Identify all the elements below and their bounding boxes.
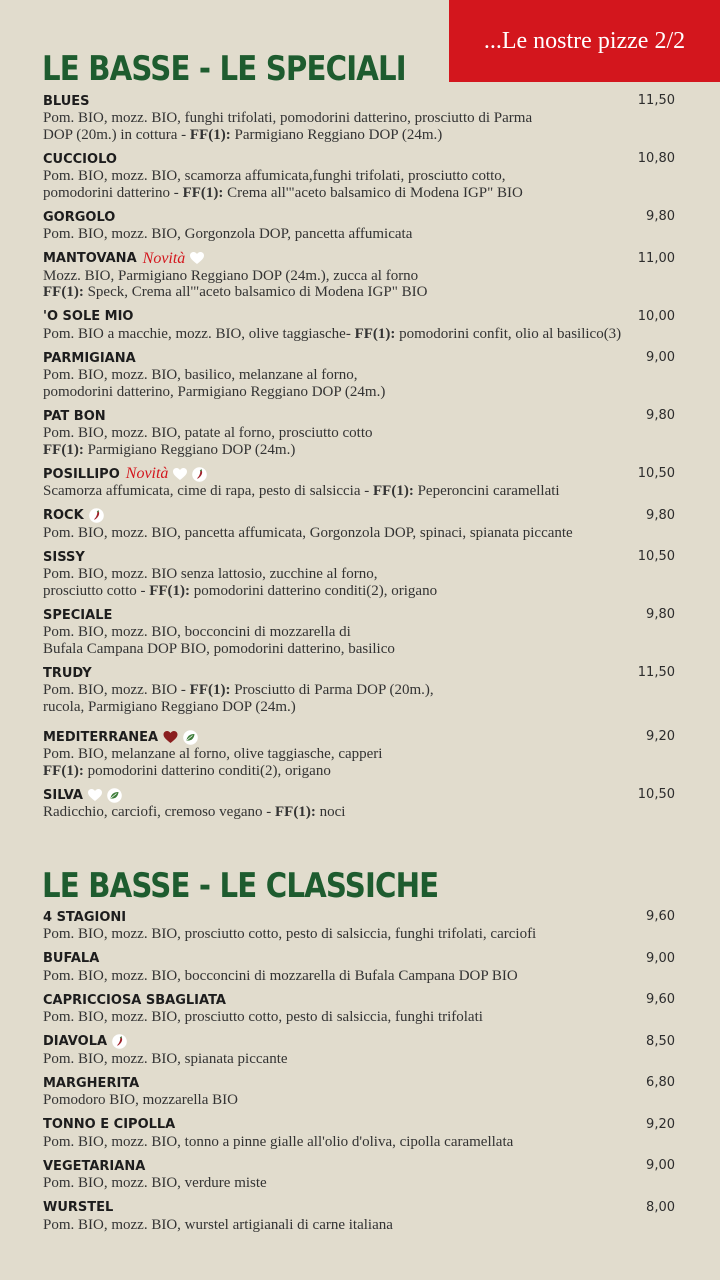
- page-banner: [449, 0, 720, 82]
- item-price: 11,00: [637, 250, 675, 266]
- menu-item: [43, 729, 675, 779]
- item-price: 9,00: [646, 950, 675, 966]
- item-name: [43, 1075, 675, 1091]
- item-description: Pom. BIO, mozz. BIO, spianata piccante: [43, 1050, 288, 1067]
- novita-label: Novità: [142, 249, 186, 267]
- item-description: Pom. BIO, mozz. BIO senza lattosio, zucchine al forno,: [43, 566, 378, 582]
- item-price: 6,80: [646, 1075, 675, 1090]
- item-name-text: PARMIGIANA: [43, 350, 136, 366]
- item-name: [43, 408, 675, 424]
- item-price: 11,50: [637, 93, 675, 108]
- item-name-text: SISSY: [43, 549, 85, 565]
- item-name-text: GORGOLO: [43, 209, 116, 225]
- item-description: Pom. BIO, mozz. BIO - FF(1): Prosciutto di Parma DOP (20m.),: [43, 682, 434, 698]
- chili-pepper-icon: [112, 1034, 127, 1049]
- banner-text: ...Le nostre pizze 2/2: [483, 27, 686, 54]
- item-name: [43, 1117, 675, 1133]
- item-name-text: MEDITERRANEA: [43, 729, 159, 745]
- item-name: [43, 309, 675, 325]
- item-description: FF(1): pomodorini datterino conditi(2), origano: [43, 762, 331, 779]
- item-description: Pom. BIO, mozz. BIO, basilico, melanzane al forno,: [43, 367, 358, 383]
- item-name: [43, 151, 675, 167]
- item-description: FF(1): Speck, Crema all'"aceto balsamico di Modena IGP" BIO: [43, 284, 428, 300]
- item-price: 8,00: [646, 1199, 675, 1215]
- item-description: Pom. BIO, mozz. BIO, funghi trifolati, pomodorini datterino, prosciutto di Parma: [43, 110, 533, 126]
- menu-item: [43, 93, 675, 143]
- item-name: [43, 466, 675, 482]
- item-description: pomodorini datterino, Parmigiano Reggiano DOP (24m.): [43, 383, 386, 400]
- item-description: Pom. BIO, mozz. BIO, pancetta affumicata, Gorgonzola DOP, spinaci, spianata piccante: [43, 524, 573, 541]
- item-name: [43, 787, 675, 803]
- menu-item: [43, 1117, 675, 1151]
- item-price: 9,80: [646, 408, 675, 423]
- item-name: [43, 951, 675, 967]
- item-name-text: VEGETARIANA: [43, 1158, 146, 1174]
- item-description: pomodorini datterino - FF(1): Crema all'"aceto balsamico di Modena IGP" BIO: [43, 184, 523, 201]
- menu-item: [43, 1075, 675, 1109]
- item-name-text: PAT BON: [43, 408, 106, 424]
- section-title-classiche: LE BASSE - LE CLASSICHE: [42, 866, 439, 906]
- item-price: 10,50: [637, 549, 675, 564]
- item-name-text: TONNO E CIPOLLA: [43, 1117, 176, 1132]
- item-name-text: TRUDY: [43, 665, 92, 681]
- item-name: [43, 607, 675, 623]
- item-name-text: DIAVOLA: [43, 1034, 108, 1049]
- item-name: [43, 729, 675, 745]
- item-price: 9,00: [646, 1158, 675, 1173]
- menu-item: [43, 665, 675, 715]
- item-description: Mozz. BIO, Parmigiano Reggiano DOP (24m.), zucca al forno: [43, 267, 419, 284]
- vegetarian-heart-icon: [173, 468, 187, 481]
- speciali-list: [43, 93, 675, 821]
- item-price: 8,50: [646, 1033, 675, 1049]
- vegetarian-heart-icon: [190, 252, 204, 265]
- menu-item: [43, 251, 675, 301]
- vegetarian-heart-icon: [88, 789, 102, 802]
- menu-item: [43, 549, 675, 599]
- menu-item: [43, 408, 675, 458]
- item-description: Pomodoro BIO, mozzarella BIO: [43, 1092, 238, 1108]
- menu-item: [43, 1158, 675, 1192]
- item-name: [43, 508, 675, 524]
- item-price: 11,50: [637, 665, 675, 680]
- classiche-list: [43, 909, 675, 1233]
- item-name: [43, 549, 675, 565]
- item-price: 9,60: [646, 909, 675, 924]
- item-name: [43, 251, 675, 267]
- item-description: Pom. BIO, mozz. BIO, scamorza affumicata,funghi trifolati, prosciutto cotto,: [43, 168, 506, 184]
- novita-label: Novità: [125, 465, 169, 482]
- item-name-text: 'O SOLE MIO: [43, 309, 134, 324]
- item-description: Pom. BIO, mozz. BIO, prosciutto cotto, pesto di salsiccia, funghi trifolati: [43, 1009, 483, 1025]
- item-price: 9,80: [646, 607, 675, 622]
- item-name: [43, 93, 675, 109]
- item-name: [43, 1200, 675, 1216]
- item-price: 9,20: [646, 729, 675, 744]
- menu-item: [43, 1034, 675, 1068]
- item-description: Pom. BIO, melanzane al forno, olive taggiasche, capperi: [43, 746, 383, 762]
- item-name-text: SILVA: [43, 787, 83, 803]
- menu-item: [43, 607, 675, 657]
- item-name-text: CUCCIOLO: [43, 151, 117, 167]
- item-name-text: CAPRICCIOSA SBAGLIATA: [43, 992, 226, 1008]
- red-heart-icon: [163, 731, 178, 744]
- item-price: 10,00: [637, 308, 675, 324]
- item-price: 9,80: [646, 209, 675, 224]
- chili-pepper-icon: [192, 467, 207, 482]
- menu-item: [43, 787, 675, 821]
- menu-item: [43, 309, 675, 343]
- item-name-text: POSILLIPO: [43, 466, 120, 482]
- menu-item: [43, 151, 675, 201]
- item-name-text: BUFALA: [43, 951, 100, 966]
- item-name-text: BLUES: [43, 93, 90, 109]
- menu-item: [43, 350, 675, 400]
- item-price: 9,80: [646, 507, 675, 523]
- item-description: Scamorza affumicata, cime di rapa, pesto di salsiccia - FF(1): Peperoncini caramellati: [43, 483, 560, 499]
- item-description: rucola, Parmigiano Reggiano DOP (24m.): [43, 698, 296, 715]
- item-name-text: MANTOVANA: [43, 251, 137, 266]
- item-description: Pom. BIO, mozz. BIO, bocconcini di mozzarella di Bufala Campana DOP BIO: [43, 967, 518, 984]
- item-description: FF(1): Parmigiano Reggiano DOP (24m.): [43, 441, 296, 458]
- item-name: [43, 350, 675, 366]
- item-description: Radicchio, carciofi, cremoso vegano - FF(1): noci: [43, 804, 346, 820]
- item-description: Pom. BIO, mozz. BIO, Gorgonzola DOP, pancetta affumicata: [43, 226, 413, 242]
- menu-item: [43, 209, 675, 243]
- item-price: 10,50: [637, 787, 675, 802]
- menu-item: [43, 909, 675, 943]
- item-description: Pom. BIO, mozz. BIO, prosciutto cotto, pesto di salsiccia, funghi trifolati, carciofi: [43, 926, 537, 942]
- item-name: [43, 1158, 675, 1174]
- menu-item: [43, 951, 675, 985]
- item-description: Pom. BIO, mozz. BIO, verdure miste: [43, 1175, 267, 1191]
- item-price: 9,60: [646, 992, 675, 1007]
- item-name: [43, 1034, 675, 1050]
- item-name: [43, 909, 675, 925]
- vegan-leaf-icon: [107, 788, 122, 803]
- item-price: 10,50: [637, 466, 675, 481]
- item-name-text: MARGHERITA: [43, 1075, 140, 1091]
- item-name-text: WURSTEL: [43, 1200, 114, 1215]
- item-description: DOP (20m.) in cottura - FF(1): Parmigiano Reggiano DOP (24m.): [43, 126, 443, 143]
- item-name-text: ROCK: [43, 508, 84, 523]
- section-title-speciali: LE BASSE - LE SPECIALI: [42, 49, 406, 89]
- item-name: [43, 209, 675, 225]
- menu-item: [43, 992, 675, 1026]
- item-price: 9,20: [646, 1116, 675, 1132]
- item-price: 10,80: [637, 151, 675, 166]
- item-name-text: 4 STAGIONI: [43, 909, 127, 925]
- item-description: Pom. BIO a macchie, mozz. BIO, olive taggiasche- FF(1): pomodorini confit, olio al basilico(3): [43, 325, 622, 342]
- item-description: Pom. BIO, mozz. BIO, wurstel artigianali di carne italiana: [43, 1216, 393, 1233]
- menu-item: [43, 1200, 675, 1234]
- menu-item: [43, 466, 675, 500]
- item-description: prosciutto cotto - FF(1): pomodorini datterino conditi(2), origano: [43, 582, 438, 599]
- item-description: Pom. BIO, mozz. BIO, bocconcini di mozzarella di: [43, 624, 351, 640]
- item-description: Pom. BIO, mozz. BIO, patate al forno, prosciutto cotto: [43, 425, 373, 441]
- menu-item: [43, 508, 675, 542]
- item-price: 9,00: [646, 350, 675, 365]
- chili-pepper-icon: [89, 508, 104, 523]
- item-name-text: SPECIALE: [43, 607, 113, 623]
- item-name: [43, 992, 675, 1008]
- item-description: Pom. BIO, mozz. BIO, tonno a pinne gialle all'olio d'oliva, cipolla caramellata: [43, 1133, 514, 1150]
- vegan-leaf-icon: [183, 730, 198, 745]
- item-name: [43, 665, 675, 681]
- item-description: Bufala Campana DOP BIO, pomodorini datterino, basilico: [43, 640, 395, 657]
